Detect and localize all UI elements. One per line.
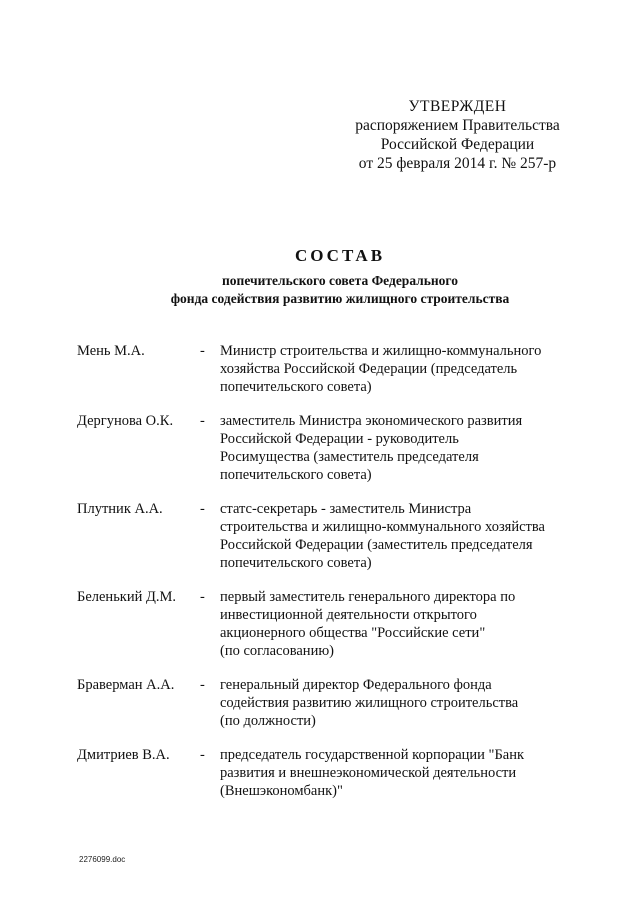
role-line: генеральный директор Федерального фонда <box>220 677 492 693</box>
subtitle-line-2: фонда содействия развитию жилищного строительства <box>170 291 510 306</box>
approval-heading: УТВЕРЖДЕН <box>408 98 507 115</box>
member-role <box>220 588 560 660</box>
role-line: попечительского совета) <box>220 555 372 571</box>
member-dash: - <box>200 589 205 605</box>
role-line: Российской Федерации - руководитель <box>220 431 459 447</box>
member-row <box>77 412 597 484</box>
role-line: содействия развитию жилищного строительства <box>220 695 519 711</box>
member-name: Мень М.А. <box>77 343 145 359</box>
member-dash: - <box>200 677 205 693</box>
role-line: (Внешэкономбанк)" <box>220 783 343 799</box>
member-role <box>220 342 560 396</box>
role-line: (по должности) <box>220 713 316 729</box>
member-row <box>77 746 597 800</box>
approval-line-3: от 25 февраля 2014 г. № 257-р <box>358 155 557 172</box>
role-line: председатель государственной корпорации "Банк <box>220 747 525 763</box>
role-line: попечительского совета) <box>220 379 372 395</box>
role-line: инвестиционной деятельности открытого <box>220 607 477 623</box>
member-dash: - <box>200 747 205 763</box>
role-line: первый заместитель генерального директора по <box>220 589 516 605</box>
member-dash: - <box>200 343 205 359</box>
role-line: (по согласованию) <box>220 643 334 659</box>
member-name: Дергунова О.К. <box>77 413 174 429</box>
member-row <box>77 588 597 660</box>
role-line: Российской Федерации (заместитель председателя <box>220 537 533 553</box>
approval-line-1: распоряжением Правительства <box>355 117 560 134</box>
role-line: развития и внешнеэкономической деятельности <box>220 765 517 781</box>
role-line: попечительского совета) <box>220 467 372 483</box>
role-line: Росимущества (заместитель председателя <box>220 449 479 465</box>
role-line: строительства и жилищно-коммунального хозяйства <box>220 519 545 535</box>
document-subtitle <box>40 272 640 308</box>
member-row <box>77 342 597 396</box>
member-role <box>220 412 560 484</box>
member-row <box>77 676 597 730</box>
member-dash: - <box>200 501 205 517</box>
document-title-block <box>0 246 640 308</box>
approval-block <box>330 97 585 173</box>
member-name: Браверман А.А. <box>77 677 175 693</box>
member-row <box>77 500 597 572</box>
members-list <box>77 342 597 800</box>
role-line: акционерного общества "Российские сети" <box>220 625 486 641</box>
member-role <box>220 500 560 572</box>
document-file-code: 2276099.doc <box>79 855 126 864</box>
member-name: Плутник А.А. <box>77 501 163 517</box>
member-role <box>220 746 560 800</box>
member-role <box>220 676 560 730</box>
role-line: статс-секретарь - заместитель Министра <box>220 501 472 517</box>
subtitle-line-1: попечительского совета Федерального <box>222 273 458 288</box>
member-name: Беленький Д.М. <box>77 589 177 605</box>
document-title: СОСТАВ <box>294 246 386 265</box>
role-line: хозяйства Российской Федерации (председатель <box>220 361 518 377</box>
role-line: Министр строительства и жилищно-коммунального <box>220 343 542 359</box>
approval-line-2: Российской Федерации <box>380 136 535 153</box>
role-line: заместитель Министра экономического развития <box>220 413 523 429</box>
member-name: Дмитриев В.А. <box>77 747 170 763</box>
member-dash: - <box>200 413 205 429</box>
